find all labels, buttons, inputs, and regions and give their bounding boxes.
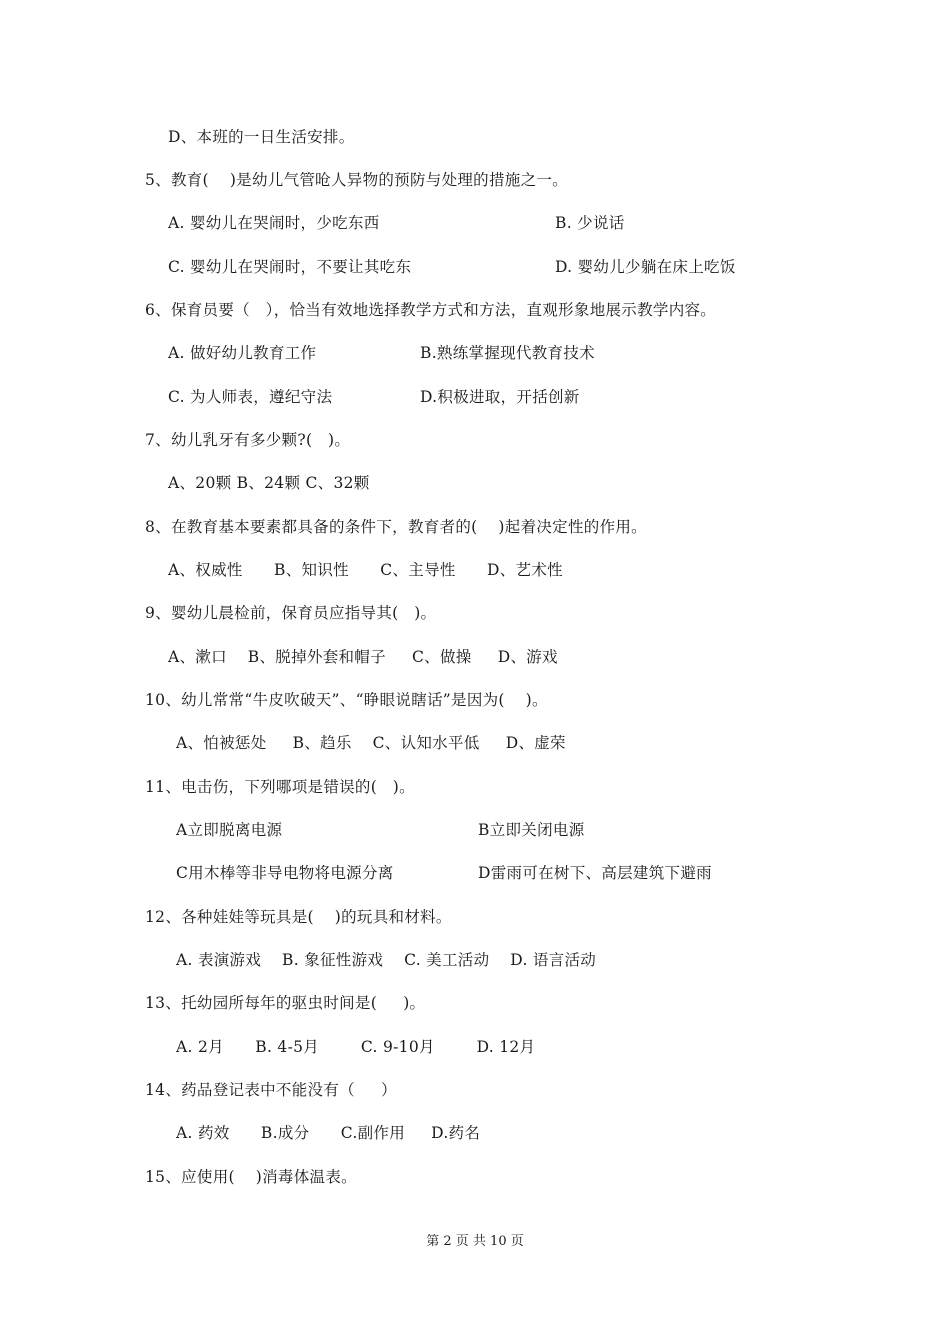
question-11: 11、电击伤，下列哪项是错误的( )。	[145, 778, 415, 796]
q7-options: A、20颗 B、24颗 C、32颗	[168, 474, 370, 492]
q11-option-c: C用木棒等非导电物将电源分离	[176, 864, 394, 882]
q8-options: A、权威性 B、知识性 C、主导性 D、艺术性	[168, 561, 563, 579]
q13-options: A. 2月 B. 4-5月 C. 9-10月 D. 12月	[176, 1038, 536, 1056]
q6-option-a: A. 做好幼儿教育工作	[168, 344, 317, 362]
q5-option-b: B. 少说话	[555, 214, 625, 232]
question-15: 15、应使用( )消毒体温表。	[145, 1168, 357, 1186]
q6-option-c: C. 为人师表，遵纪守法	[168, 388, 333, 406]
q6-option-b: B.熟练掌握现代教育技术	[420, 344, 595, 362]
q14-options: A. 药效 B.成分 C.副作用 D.药名	[176, 1124, 481, 1142]
q9-options: A、漱口 B、脱掉外套和帽子 C、做操 D、游戏	[168, 648, 558, 666]
q5-option-a: A. 婴幼儿在哭闹时，少吃东西	[168, 214, 380, 232]
question-9: 9、婴幼儿晨检前，保育员应指导其( )。	[145, 604, 437, 622]
q6-option-d: D.积极进取，开括创新	[420, 388, 580, 406]
question-8: 8、在教育基本要素都具备的条件下，教育者的( )起着决定性的作用。	[145, 518, 647, 536]
question-12: 12、各种娃娃等玩具是( )的玩具和材料。	[145, 908, 452, 926]
page-number: 第 2 页 共 10 页	[426, 1234, 524, 1249]
q5-option-c: C. 婴幼儿在哭闹时，不要让其吃东	[168, 258, 412, 276]
question-5: 5、教育( )是幼儿气管呛人异物的预防与处理的措施之一。	[145, 171, 568, 189]
q11-option-a: A立即脱离电源	[176, 821, 283, 839]
question-14: 14、药品登记表中不能没有（ ）	[145, 1081, 397, 1099]
q10-options: A、怕被惩处 B、趋乐 C、认知水平低 D、虚荣	[176, 734, 566, 752]
q4-option-d: D、本班的一日生活安排。	[168, 128, 355, 146]
question-13: 13、托幼园所每年的驱虫时间是( )。	[145, 994, 426, 1012]
q11-option-d: D雷雨可在树下、高层建筑下避雨	[478, 864, 712, 882]
question-6: 6、保育员要（ ），恰当有效地选择教学方式和方法，直观形象地展示教学内容。	[145, 301, 717, 319]
q5-option-d: D. 婴幼儿少躺在床上吃饭	[555, 258, 736, 276]
question-10: 10、幼儿常常“牛皮吹破天”、“睁眼说瞎话”是因为( )。	[145, 691, 548, 709]
question-7: 7、幼儿乳牙有多少颗?( )。	[145, 431, 351, 449]
q11-option-b: B立即关闭电源	[478, 821, 585, 839]
q12-options: A. 表演游戏 B. 象征性游戏 C. 美工活动 D. 语言活动	[176, 951, 597, 969]
